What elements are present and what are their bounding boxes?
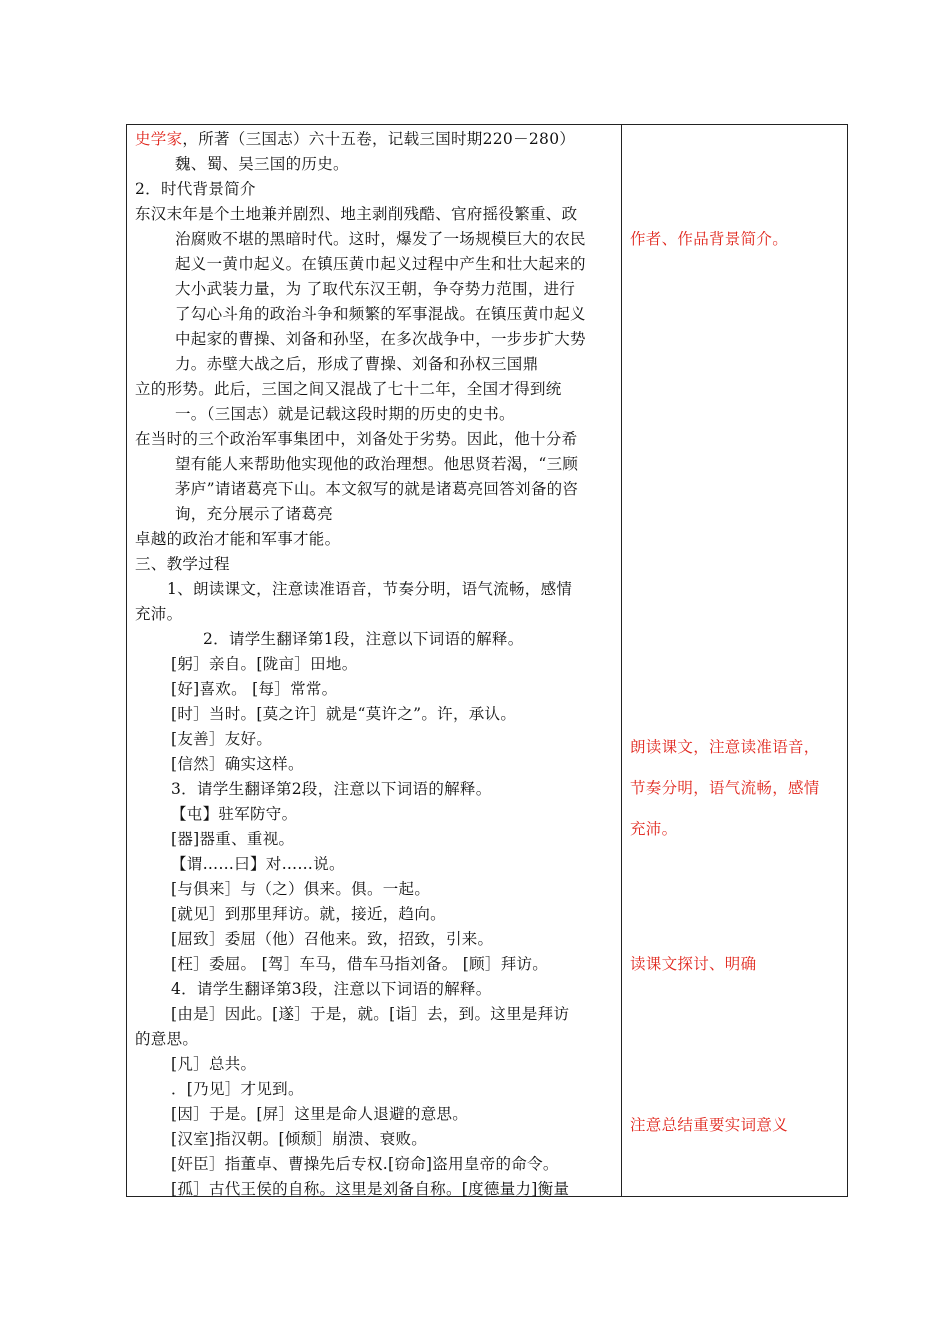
- content-line: 茅庐”请诸葛亮下山。本文叙写的就是诸葛亮回答刘备的咨: [175, 480, 579, 498]
- vocab-line: 的意思。: [135, 1030, 199, 1048]
- vocab-line: ．[乃见］才见到。: [171, 1080, 304, 1098]
- content-line: 治腐败不堪的黑暗时代。这时，爆发了一场规模巨大的农民: [175, 230, 586, 248]
- vocab-line: [器]器重、重视。: [171, 830, 295, 848]
- note-discussion: 读课文探讨、明确: [630, 955, 757, 973]
- vocab-line: [凡］总共。: [171, 1055, 257, 1073]
- content-line: 起义一黄巾起义。在镇压黄巾起义过程中产生和壮大起来的: [175, 255, 586, 273]
- content-line: 充沛。: [135, 605, 183, 623]
- note-reading-line-1: 朗读课文，注意读准语音，: [630, 738, 820, 756]
- vocab-line: [与俱来］与（之）俱来。俱。一起。: [171, 880, 431, 898]
- content-line: 史学家，所著（三国志）六十五卷，记载三国时期220－280）: [135, 130, 576, 148]
- vocab-line: [躬］亲自。[陇亩］田地。: [171, 655, 358, 673]
- content-line: 2．请学生翻译第1段，注意以下词语的解释。: [203, 630, 524, 648]
- vocab-line: [屈致］委屈（他）召他来。致，招致，引来。: [171, 930, 494, 948]
- lesson-plan-table: [126, 124, 848, 1197]
- content-line: 东汉末年是个土地兼并剧烈、地主剥削残酷、官府摇役繁重、政: [135, 205, 578, 223]
- content-line: 立的形势。此后，三国之间又混战了七十二年，全国才得到统: [135, 380, 562, 398]
- note-reading-line-2: 节奏分明，语气流畅，感情: [630, 779, 820, 797]
- note-vocabulary: 注意总结重要实词意义: [630, 1116, 789, 1134]
- vocab-line: 【屯】驻军防守。: [171, 805, 298, 823]
- vocab-line: [因］于是。[屏］这里是命人退避的意思。: [171, 1105, 469, 1123]
- vocab-line: 【谓……曰】对……说。: [171, 855, 345, 873]
- content-line: 1、朗读课文，注意读准语音，节奏分明，语气流畅，感情: [167, 580, 573, 598]
- section-heading: 2．时代背景简介: [135, 180, 256, 198]
- teaching-notes-column: [622, 125, 847, 1196]
- content-line: 询，充分展示了诸葛亮: [175, 505, 334, 523]
- content-line: 3．请学生翻译第2段，注意以下词语的解释。: [171, 780, 492, 798]
- note-reading-line-3: 充沛。: [630, 820, 678, 838]
- content-line: 卓越的政治才能和军事才能。: [135, 530, 341, 548]
- content-line: 望有能人来帮助他实现他的政治理想。他思贤若渴，“三顾: [175, 455, 579, 473]
- vocab-line: [枉］委屈。 [驾］车马，借车马指刘备。 [顾］拜访。: [171, 955, 549, 973]
- content-line: 在当时的三个政治军事集团中，刘备处于劣势。因此，他十分希: [135, 430, 578, 448]
- vocab-line: [孤］古代王侯的自称。这里是刘备自称。[度德量力]衡量: [171, 1180, 570, 1198]
- vocab-line: [时］当时。[莫之许］就是“莫许之”。许，承认。: [171, 705, 517, 723]
- vocab-line: [就见］到那里拜访。就，接近，趋向。: [171, 905, 446, 923]
- content-line: 一。（三国志）就是记载这段时期的历史的史书。: [175, 405, 515, 423]
- content-line: 中起家的曹操、刘备和孙坚，在多次战争中，一步步扩大势: [175, 330, 586, 348]
- content-line: 4．请学生翻译第3段，注意以下词语的解释。: [171, 980, 492, 998]
- note-background-intro: 作者、作品背景简介。: [630, 230, 789, 248]
- section-heading: 三、教学过程: [135, 555, 230, 573]
- vocab-line: [奸臣］指董卓、曹操先后专权.[窃命]盗用皇帝的命令。: [171, 1155, 559, 1173]
- highlight-term: 史学家: [135, 130, 183, 148]
- content-line: 了勾心斗角的政治斗争和频繁的军事混战。在镇压黄巾起义: [175, 305, 586, 323]
- vocab-line: [好]喜欢。 [每］常常。: [171, 680, 338, 698]
- vocab-line: [友善］友好。: [171, 730, 273, 748]
- content-line: 力。赤壁大战之后，形成了曹操、刘备和孙权三国鼎: [175, 355, 539, 373]
- content-line: 魏、蜀、吴三国的历史。: [175, 155, 349, 173]
- vocab-line: [信然］确实这样。: [171, 755, 304, 773]
- vocab-line: [由是］因此。[遂］于是，就。[诣］去，到。这里是拜访: [171, 1005, 570, 1023]
- content-line: 大小武装力量，为 了取代东汉王朝，争夺势力范围，进行: [175, 280, 576, 298]
- teaching-content-column: [127, 125, 621, 1196]
- vocab-line: [汉室]指汉朝。[倾颓］崩溃、衰败。: [171, 1130, 428, 1148]
